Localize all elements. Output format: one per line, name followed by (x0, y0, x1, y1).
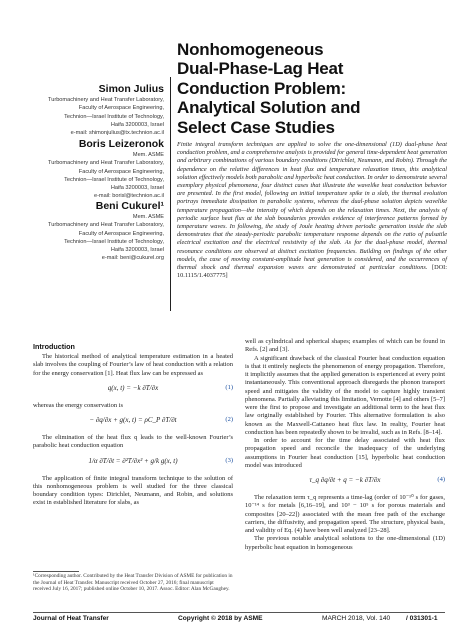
author-block (14, 200, 164, 263)
equation-3 (33, 451, 233, 475)
journal-name: Journal of Heat Transfer (33, 615, 109, 622)
equation-text: τ_q ∂q/∂t + q = −k ∂T/∂x (309, 476, 381, 484)
footer-rule (33, 612, 445, 613)
author-name: Beni Cukurel¹ (95, 200, 164, 212)
paragraph: In order to account for the time delay associated with heat flux propagation speed and reconcile the inadequacy of the underlying assumptions in Fourier heat conduction [15], hyperbolic heat conduction model was introduced (245, 437, 445, 469)
abstract-text: Finite integral transform techniques are applied to solve the one-dimensional (1D) dual-phase heat conduction problem, and a comprehensive analysis is provided for general time-dependent heat generation and arbitrary combinations of various boundary conditions (Dirichlet, Neumann, and Robin). Through the dependence on the relative differences in heat flux and temperature relaxation times, this analytical solution effectively models both parabolic and hyperbolic heat conduction. In order to demonstrate several exemplary physical phenomena, four distinct cases that illustrate the wavelike heat conduction behavior are presented. In the first model, following an initial temperature spike in a slab, the thermal evolution portrays immediate dissipation in parabolic systems, whereas the dual-phase solution depicts wavelike temperature propagation—the intensity of which depends on the relaxation times. Next, the analysis of periodic surface heat flux at the slab boundaries provides evidence of interference patterns formed by temperature waves. In following, the study of Joule heating driven periodic generation inside the slab demonstrates that the steady-periodic parabolic temperature response depends on the ratio of pulsatile electrical excitation and the electrical resistivity of the slab. As for the dual-phase model, thermal resonance conditions are observed at distinct excitation frequencies. Building on findings of the other models, the case of moving constant-amplitude heat generation is considered, and the occurrences of thermal shock and thermal expansion waves are demonstrated at particular conditions. (177, 141, 447, 272)
author-membership: Mem. ASME (132, 214, 164, 220)
author-block (14, 138, 164, 201)
author-affiliation: Haifa 3200003, Israel (110, 121, 164, 128)
equation-2 (33, 410, 233, 434)
left-column (33, 353, 233, 508)
issue-info: MARCH 2018, Vol. 140 (322, 615, 391, 622)
equation-number: (2) (225, 416, 233, 423)
author-affiliation: Faculty of Aerospace Engineering, (78, 105, 164, 112)
author-email: e-mail: shimonjulius@tx.technion.ac.il (70, 130, 164, 137)
author-email: e-mail: beni@cukurel.org (101, 255, 164, 262)
page-number: / 031301-1 (406, 615, 438, 622)
equation-number: (4) (437, 476, 445, 483)
equation-4 (245, 470, 445, 494)
author-block (14, 83, 164, 137)
equation-number: (1) (225, 383, 233, 391)
equation-number: (3) (225, 456, 233, 464)
author-affiliation: Haifa 3200003, Israel (110, 247, 164, 254)
author-affiliation: Technion—Israel Institute of Technology, (64, 176, 164, 183)
paragraph: The previous notable analytical solutions to the one-dimensional (1D) hyperbolic heat equation in homogeneous (245, 535, 445, 551)
author-name: Simon Julius (98, 83, 164, 95)
author-affiliation: Faculty of Aerospace Engineering, (78, 230, 164, 237)
author-membership: Mem. ASME (132, 152, 164, 158)
author-affiliation: Technion—Israel Institute of Technology, (64, 113, 164, 120)
equation-text: − ∂q/∂x + g(x, t) = ρC_P ∂T/∂t (89, 416, 177, 424)
right-column (245, 338, 445, 552)
author-affiliation: Turbomachinery and Heat Transfer Laboratory, (48, 97, 164, 103)
equation-text: q(x, t) = −k ∂T/∂x (107, 383, 159, 392)
doi[interactable]: [DOI: 10.1115/1.4037775] (177, 264, 448, 280)
author-name: Boris Leizeronok (78, 138, 164, 150)
paragraph: whereas the energy conservation is (33, 401, 123, 409)
title-line: Select Case Studies (177, 117, 335, 137)
equation-1 (33, 378, 233, 402)
author-affiliation: Turbomachinery and Heat Transfer Laboratory, (48, 160, 164, 167)
author-email: e-mail: borisl@technion.ac.il (93, 193, 164, 200)
paragraph: The historical method of analytical temperature estimation in a heated slab involves the coupling of Fourier’s law of heat conduction with a relation for the energy conservation [1]. Heat flux law can be expressed as (33, 353, 233, 377)
author-affiliation: Technion—Israel Institute of Technology, (64, 238, 164, 245)
title-line: Analytical Solution and (177, 98, 361, 118)
title-line: Conduction Problem: (177, 78, 347, 98)
section-heading: Introduction (33, 342, 75, 351)
copyright: Copyright © 2018 by ASME (178, 615, 263, 622)
author-affiliation: Turbomachinery and Heat Transfer Laboratory, (48, 222, 164, 229)
footnote-rule (33, 571, 79, 572)
paragraph: A significant drawback of the classical Fourier heat conduction equation is that it entirely neglects the phenomenon of energy propagation. Therefore, it implicitly assumes that the applied generation is experienced at every point instantaneously. This conventional approach disregards the phonon transport speed and mitigates the validity of the model to capture highly transient phenomena. Partially alleviating this limitation, Vernotte [4] and others [5–7] were the first to propose and investigate an additional term to the heat flux law originally established by Fourier. This alternative formulation is also known as the Maxwell-Cattaneo heat flux law. In reality, Fourier heat conduction has been repeatedly shown to be invalid, such as in Refs. [8–14]. (245, 354, 445, 436)
footnote: ¹Corresponding author. Contributed by the Heat Transfer Division of ASME for publication in the Journal of Heat Transfer. Manuscript received October 27, 2016; final manuscript received July 16, 2017; published online October 10, 2017. Assoc. Editor: Alan McGaughey. (33, 573, 233, 592)
title-line: Dual-Phase-Lag Heat (177, 59, 344, 79)
paragraph: The relaxation term τ_q represents a time-lag (order of 10⁻¹⁰ s for gases, 10⁻¹⁴ s for metals [6,16–19], and 10³ − 10⁵ s for porous materials and composites [20–22]) associated with the mean free path of the exchange carriers, the diffusivity, and propagation speed. The structure, physical basis, and validity of Eq. (4) have been well analyzed [23–28]. (245, 494, 445, 534)
paragraph: The elimination of the heat flux q leads to the well-known Fourier’s parabolic heat conduction equation (33, 434, 233, 450)
author-affiliation: Faculty of Aerospace Engineering, (78, 168, 164, 175)
title-line: Nonhomogeneous (177, 40, 324, 59)
title-divider (170, 77, 171, 311)
paragraph: The application of finite integral transform technique to the solution of this nonhomogeneous problem is well studied for the three classical boundary condition types: Dirichlet, Neumann, and Robin, and solutions exist in established literature for slabs, as (33, 474, 233, 507)
paper-title (177, 40, 442, 137)
abstract (177, 141, 447, 280)
author-affiliation: Haifa 3200003, Israel (110, 185, 164, 192)
paragraph: well as cylindrical and spherical shapes; examples of which can be found in Refs. [2] and [3]. (245, 338, 445, 354)
equation-text: 1/α ∂T/∂t = ∂²T/∂x² + g/k g(x, t) (88, 456, 178, 465)
